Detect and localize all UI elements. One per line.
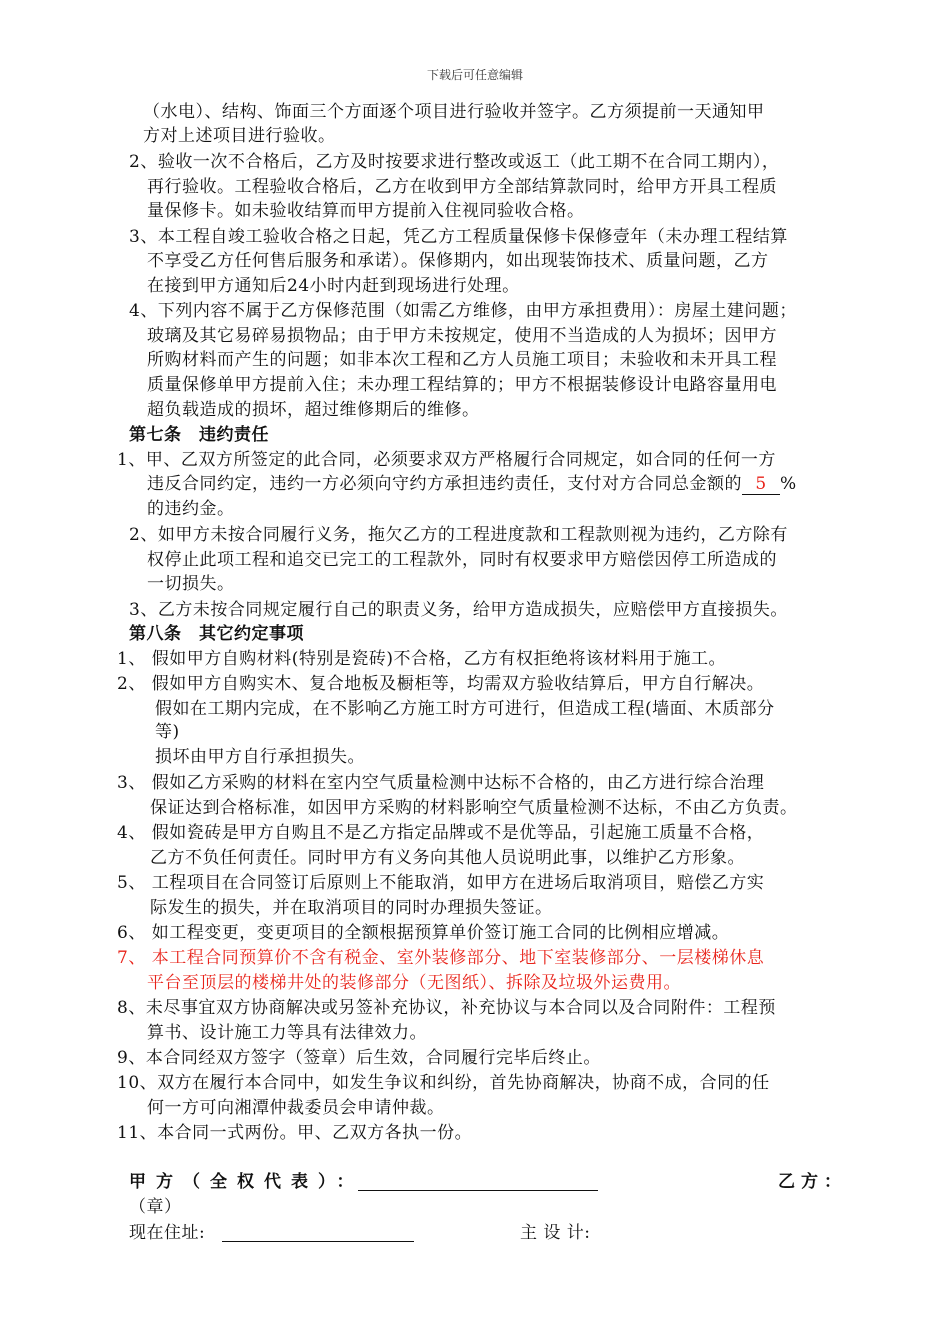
text-line-highlight: 7、 本工程合同预算价不含有税金、室外装修部分、地下室装修部分、一层楼梯休息 bbox=[117, 948, 765, 968]
text-line: 3、 假如乙方采购的材料在室内空气质量检测中达标不合格的，由乙方进行综合治理 bbox=[117, 773, 765, 793]
section-heading: 第七条 违约责任 bbox=[129, 425, 269, 445]
text-line: 5、 工程项目在合同签订后原则上不能取消，如甲方在进场后取消项目，赔偿乙方实 bbox=[117, 873, 765, 893]
text-line-part: 违反合同约定，违约一方必须向守约方承担违约责任，支付对方合同总金额的 bbox=[147, 474, 742, 494]
text-line: 1、甲、乙双方所签定的此合同，必须要求双方严格履行合同规定，如合同的任何一方 bbox=[117, 450, 776, 470]
text-line: 4、 假如瓷砖是甲方自购且不是乙方指定品牌或不是优等品，引起施工质量不合格， bbox=[117, 823, 765, 843]
text-line: 际发生的损失，并在取消项目的同时办理损失签证。 bbox=[150, 898, 553, 918]
text-line: 再行验收。工程验收合格后，乙方在收到甲方全部结算款同时，给甲方开具工程质 bbox=[147, 177, 777, 197]
text-line: 算书、设计施工力等具有法律效力。 bbox=[147, 1023, 427, 1043]
text-line: 11、本合同一式两份。甲、乙双方各执一份。 bbox=[117, 1123, 473, 1143]
text-line bbox=[147, 472, 797, 496]
text-line: 的违约金。 bbox=[147, 499, 235, 519]
text-line: 8、未尽事宜双方协商解决或另签补充协议，补充协议与本合同以及合同附件：工程预 bbox=[117, 998, 776, 1018]
penalty-percent-value: 5 bbox=[742, 474, 780, 495]
text-line: 2、 假如甲方自购实木、复合地板及橱柜等，均需双方验收结算后，甲方自行解决。 bbox=[117, 674, 765, 694]
address-label: 现在住址: bbox=[129, 1223, 206, 1243]
text-line: 保证达到合格标准，如因甲方采购的材料影响空气质量检测不达标，不由乙方负责。 bbox=[150, 798, 798, 818]
text-line: 假如在工期内完成，在不影响乙方施工时方可进行，但造成工程(墙面、木质部分 bbox=[155, 699, 775, 719]
text-line: 10、双方在履行本合同中，如发生争议和纠纷，首先协商解决，协商不成，合同的任 bbox=[117, 1073, 770, 1093]
text-line-highlight: 平台至顶层的楼梯井处的装修部分（无图纸）、拆除及垃圾外运费用。 bbox=[147, 973, 681, 993]
page-header: 下载后可任意编辑 bbox=[426, 68, 523, 82]
text-line: 在接到甲方通知后24小时内赶到现场进行处理。 bbox=[147, 276, 520, 296]
percent-sign: % bbox=[780, 474, 797, 494]
text-line: 1、 假如甲方自购材料(特别是瓷砖)不合格，乙方有权拒绝将该材料用于施工。 bbox=[117, 649, 726, 669]
party-a-label: 甲方（全权代表）： bbox=[129, 1172, 364, 1192]
text-line: （水电）、结构、饰面三个方面逐个项目进行验收并签字。乙方须提前一天通知甲 bbox=[143, 102, 765, 122]
text-line: 质量保修单甲方提前入住；未办理工程结算的；甲方不根据装修设计电路容量用电 bbox=[147, 375, 777, 395]
text-line: 2、验收一次不合格后，乙方及时按要求进行整改或返工（此工期不在合同工期内）， bbox=[129, 152, 780, 172]
text-line: 何一方可向湘潭仲裁委员会申请仲裁。 bbox=[147, 1098, 445, 1118]
text-line: 玻璃及其它易碎易损物品；由于甲方未按规定，使用不当造成的人为损坏；因甲方 bbox=[147, 326, 777, 346]
text-line: 9、本合同经双方签字（签章）后生效，合同履行完毕后终止。 bbox=[117, 1048, 601, 1068]
text-line: 3、乙方未按合同规定履行自己的职责义务，给甲方造成损失，应赔偿甲方直接损失。 bbox=[129, 600, 788, 620]
text-line: 方对上述项目进行验收。 bbox=[143, 126, 336, 146]
section-heading: 第八条 其它约定事项 bbox=[129, 624, 304, 644]
text-line: 等) bbox=[155, 722, 180, 742]
text-line: 所购材料而产生的问题；如非本次工程和乙方人员施工项目；未验收和未开具工程 bbox=[147, 350, 777, 370]
text-line: 量保修卡。如未验收结算而甲方提前入住视同验收合格。 bbox=[147, 201, 585, 221]
text-line: 4、下列内容不属于乙方保修范围（如需乙方维修，由甲方承担费用）：房屋土建问题； bbox=[129, 301, 797, 321]
text-line: 超负载造成的损坏，超过维修期后的维修。 bbox=[147, 400, 480, 420]
text-line: 不享受乙方任何售后服务和承诺）。保修期内，如出现装饰技术、质量问题，乙方 bbox=[147, 251, 769, 271]
text-line: 损坏由甲方自行承担损失。 bbox=[155, 747, 365, 767]
party-a-signature-line[interactable] bbox=[358, 1190, 598, 1191]
text-line: 3、本工程自竣工验收合格之日起，凭乙方工程质量保修卡保修壹年（未办理工程结算 bbox=[129, 227, 788, 247]
text-line: 6、 如工程变更，变更项目的全额根据预算单价签订施工合同的比例相应增减。 bbox=[117, 923, 730, 943]
seal-label: （章） bbox=[129, 1197, 182, 1217]
designer-label: 主 设 计: bbox=[520, 1223, 591, 1243]
text-line: 2、如甲方未按合同履行义务，拖欠乙方的工程进度款和工程款则视为违约，乙方除有 bbox=[129, 525, 788, 545]
text-line: 乙方不负任何责任。同时甲方有义务向其他人员说明此事，以维护乙方形象。 bbox=[150, 848, 745, 868]
text-line: 一切损失。 bbox=[147, 574, 235, 594]
party-b-label: 乙方： bbox=[778, 1172, 847, 1192]
text-line: 权停止此项工程和追交已完工的工程款外，同时有权要求甲方赔偿因停工所造成的 bbox=[147, 550, 777, 570]
address-line[interactable] bbox=[222, 1241, 414, 1242]
